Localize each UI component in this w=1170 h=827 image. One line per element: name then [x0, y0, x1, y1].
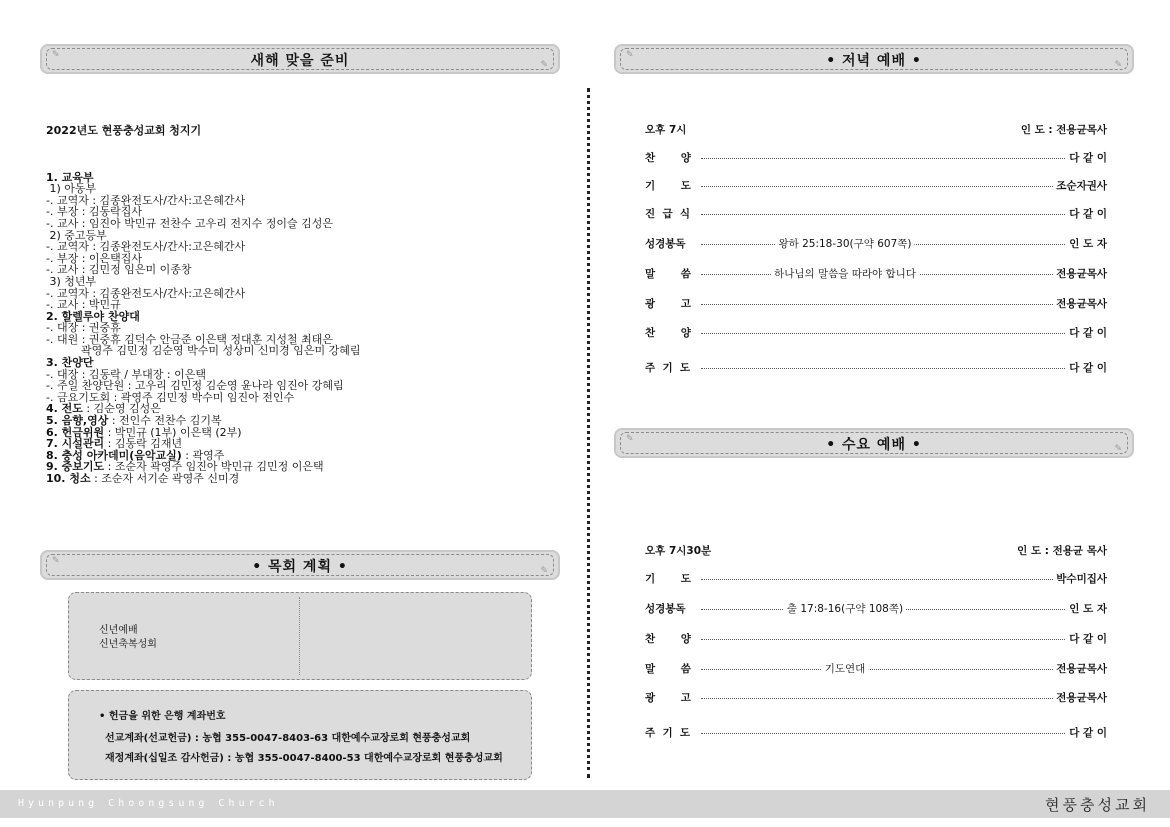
service-order-row [645, 690, 1107, 704]
dotted-leader [701, 186, 1103, 187]
committee-line: -. 대장 : 권중휴 [46, 321, 121, 335]
ministry-plan-box [68, 592, 532, 680]
service-order-row [645, 296, 1107, 310]
order-person: 인 도 자 [1066, 236, 1107, 251]
committee-line: -. 교사 : 박민규 [46, 298, 121, 312]
service-order-row [645, 631, 1107, 645]
order-person: 전용균목사 [1053, 690, 1107, 705]
footer-bar [0, 790, 1170, 818]
dotted-leader [701, 158, 1103, 159]
footer-korean-name: 현풍충성교회 [1045, 796, 1150, 814]
committee-line: -. 교사 : 김민정 임은미 이종창 [46, 263, 192, 277]
order-label: 광 고 [645, 298, 691, 310]
committee-line: 3. 찬양단 [46, 356, 94, 370]
dotted-leader [701, 333, 1103, 334]
committee-dept: 8. 충성 아카데미(음악교실) [46, 448, 182, 462]
service-order-row [645, 571, 1107, 585]
plan-item: 신년예배 [99, 625, 138, 636]
committee-members: : 김순영 김성은 [82, 402, 161, 416]
service-order-row [645, 325, 1107, 339]
service-leader: 인 도 : 전용균 목사 [1017, 545, 1107, 557]
committee-members: : 조순자 곽영주 임진아 박민규 김민정 이은택 [104, 460, 324, 474]
dotted-leader [701, 733, 1103, 734]
order-label: 찬 양 [645, 327, 691, 339]
section-banner-evening-service: ✎ ✎ • 저녁 예배 • [614, 44, 1134, 74]
committee-line: -. 금요기도회 : 곽영주 김민정 박수미 임진아 전인수 [46, 390, 295, 404]
committee-list [46, 102, 361, 485]
order-label: 말 씀 [645, 663, 691, 675]
service-order-row [645, 661, 1107, 675]
order-person: 다 같 이 [1066, 206, 1107, 221]
committee-line: 2) 중고등부 [46, 228, 107, 242]
footer-english-name: Hyunpung Choongsung Church [18, 798, 279, 809]
service-order-row [645, 206, 1107, 220]
banner-title: • 저녁 예배 • [826, 53, 922, 69]
committee-line: -. 주일 찬양단원 : 고우리 김민정 김순영 윤나라 임진아 강혜림 [46, 379, 344, 393]
dotted-leader [701, 579, 1103, 580]
committee-line: 곽영주 김민정 김순영 박수미 성상미 신미경 임은미 강혜림 [46, 344, 361, 358]
dotted-leader [701, 698, 1103, 699]
order-label: 성경봉독 [645, 238, 686, 250]
committee-dept: 4. 전도 [46, 402, 83, 416]
order-person: 전용균목사 [1053, 266, 1107, 281]
committee-dept: 9. 중보기도 [46, 460, 105, 474]
order-label: 찬 양 [645, 152, 691, 164]
order-label: 광 고 [645, 692, 691, 704]
service-order-row [645, 266, 1107, 280]
order-person: 전용균목사 [1053, 296, 1107, 311]
plan-item: 신년축복성회 [99, 639, 157, 650]
order-label: 찬 양 [645, 633, 691, 645]
bank-account-line: 선교계좌(선교헌금) : 농협 355-0047-8403-63 대한예수교장로회 현풍충성교회 [105, 733, 471, 744]
order-detail: 하나님의 말씀을 따라야 합니다 [771, 266, 919, 281]
order-label: 기 도 [645, 573, 691, 585]
bank-title: • 헌금을 위한 은행 계좌번호 [99, 711, 226, 722]
service-order-row [645, 236, 1107, 250]
order-detail: 왕하 25:18-30(구약 607쪽) [775, 236, 914, 251]
dotted-leader [701, 304, 1103, 305]
committee-line: 2. 할렐루야 찬양대 [46, 309, 140, 323]
dotted-leader [701, 639, 1103, 640]
banner-title: 새해 맞을 준비 [250, 53, 350, 69]
service-order-row [645, 150, 1107, 164]
service-order-row [645, 601, 1107, 615]
section-banner-wednesday-service: ✎ ✎ • 수요 예배 • [614, 428, 1134, 458]
order-label: 진 급 식 [645, 208, 691, 220]
service-order-row [645, 360, 1107, 374]
order-label: 주 기 도 [645, 362, 691, 374]
section-banner-new-year: ✎ ✎ 새해 맞을 준비 [40, 44, 560, 74]
committee-line: 3) 청년부 [46, 274, 97, 288]
committee-line: 1. 교육부 [46, 170, 94, 184]
committee-members: : 전인수 전찬수 김기복 [108, 414, 222, 428]
order-person: 다 같 이 [1066, 725, 1107, 740]
committee-line: -. 대장 : 김동락 / 부대장 : 이은택 [46, 367, 206, 381]
order-label: 주 기 도 [645, 727, 691, 739]
order-label: 성경봉독 [645, 603, 686, 615]
committee-members: : 김동락 김재년 [104, 437, 183, 451]
banner-title: • 수요 예배 • [826, 437, 922, 453]
order-detail: 기도연대 [822, 661, 869, 676]
committee-line: -. 교역자 : 김종완전도사/간사:고은혜간사 [46, 193, 246, 207]
order-person: 전용균목사 [1053, 661, 1107, 676]
committee-line: -. 교사 : 임진아 박민규 전찬수 고우리 전지수 정이슬 김성은 [46, 216, 334, 230]
committee-members: : 곽영주 [181, 448, 225, 462]
dotted-leader [701, 214, 1103, 215]
service-time: 오후 7시 [645, 124, 687, 136]
committee-line [46, 160, 360, 172]
committee-line: -. 교역자 : 김종완전도사/간사:고은혜간사 [46, 286, 246, 300]
dotted-leader [701, 669, 1103, 670]
service-leader: 인 도 : 전용균목사 [1020, 124, 1107, 136]
bank-account-box [68, 690, 532, 780]
committee-members: : 조순자 서기순 곽영주 신미경 [90, 472, 240, 485]
committee-dept: 7. 시설관리 [46, 437, 105, 451]
committee-line: 1) 아동부 [46, 182, 97, 196]
committee-line: -. 교역자 : 김종완전도사/간사:고은혜간사 [46, 240, 246, 254]
order-person: 다 같 이 [1066, 631, 1107, 646]
committee-line: -. 부장 : 이은택집사 [46, 251, 143, 265]
order-person: 인 도 자 [1066, 601, 1107, 616]
dotted-leader [701, 368, 1103, 369]
column-divider [587, 88, 590, 778]
order-person: 다 같 이 [1066, 360, 1107, 375]
committee-line: -. 부장 : 김동락집사 [46, 205, 143, 219]
committee-members: : 박민규 (1부) 이은택 (2부) [104, 425, 242, 439]
banner-title: • 목회 계획 • [252, 559, 348, 575]
order-person: 박수미집사 [1053, 571, 1107, 586]
order-person: 다 같 이 [1066, 150, 1107, 165]
section-banner-ministry-plan: ✎ ✎ • 목회 계획 • [40, 550, 560, 580]
committee-dept: 6. 헌금위원 [46, 425, 105, 439]
service-order-row [645, 178, 1107, 192]
committee-dept: 5. 음향,영상 [46, 414, 109, 428]
committee-line [46, 473, 360, 485]
committee-line: -. 대원 : 권중휴 김덕수 안금준 이은택 정대훈 지성철 최태은 [46, 332, 334, 346]
bank-account-line: 재정계좌(십일조 감사헌금) : 농협 355-0047-8400-53 대한예수교장로회 현풍충성교회 [105, 753, 503, 764]
service-time: 오후 7시30분 [645, 545, 712, 557]
order-person: 조순자권사 [1053, 178, 1107, 193]
order-detail: 출 17:8-16(구약 108쪽) [784, 601, 906, 616]
committee-dept: 10. 청소 [46, 472, 91, 485]
order-label: 말 씀 [645, 268, 691, 280]
order-label: 기 도 [645, 180, 691, 192]
order-person: 다 같 이 [1066, 325, 1107, 340]
service-order-row [645, 725, 1107, 739]
committee-title: 2022년도 현풍충성교회 청지기 [46, 124, 202, 138]
